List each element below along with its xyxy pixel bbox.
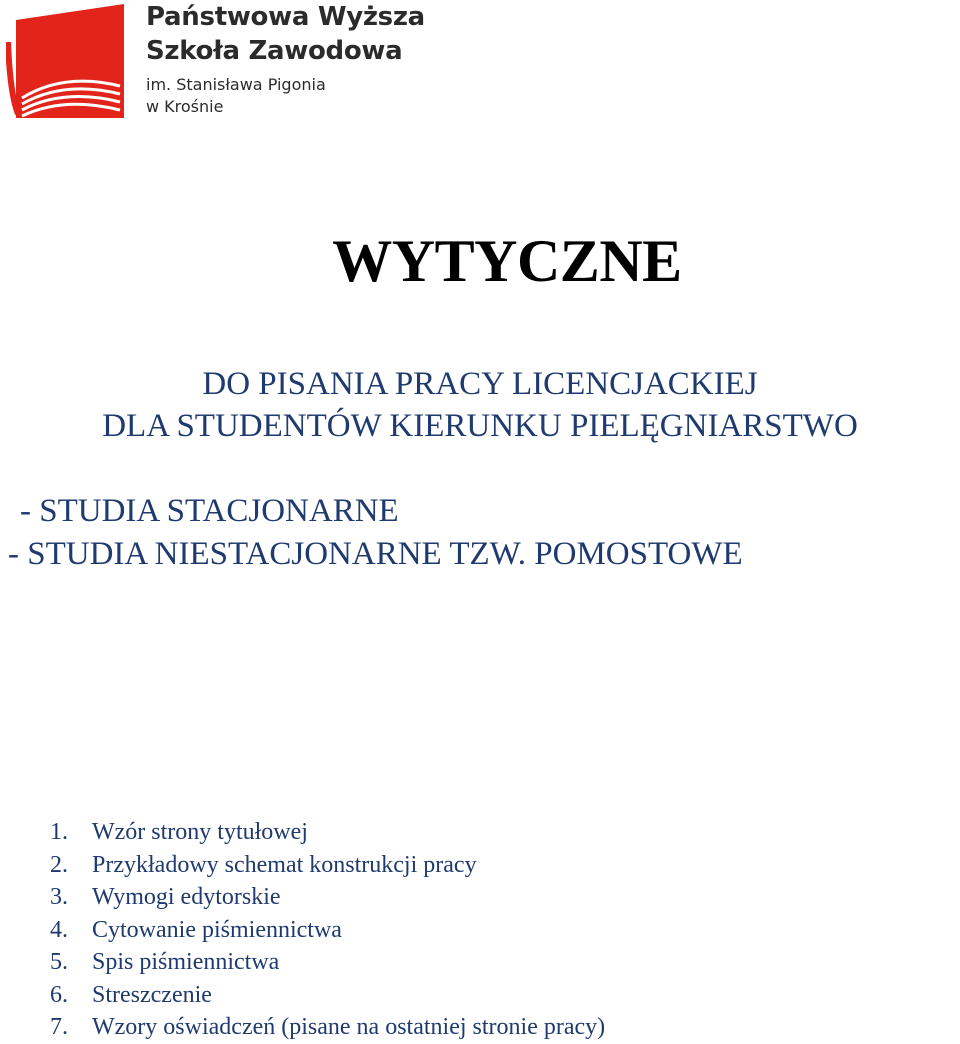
document-subtitle-line-1: DO PISANIA PRACY LICENCJACKIEJ <box>202 366 758 402</box>
contents-item-number: 3. <box>50 884 68 910</box>
contents-item-text: Cytowanie piśmiennictwa <box>92 916 342 943</box>
contents-item <box>50 1011 605 1044</box>
contents-item-text: Wzory oświadczeń (pisane na ostatniej stronie pracy) <box>92 1014 606 1040</box>
institution-name-line-1: Państwowa Wyższa <box>146 2 425 32</box>
institution-name-line-2: Szkoła Zawodowa <box>146 36 403 66</box>
contents-item <box>50 914 605 947</box>
study-mode-part-time: - STUDIA NIESTACJONARNE TZW. POMOSTOWE <box>8 536 743 572</box>
contents-item-text: Wymogi edytorskie <box>92 884 281 910</box>
contents-item-text: Przykładowy schemat konstrukcji pracy <box>92 851 477 878</box>
institution-header <box>6 0 476 125</box>
contents-item <box>50 816 605 849</box>
institution-logo-icon <box>6 2 130 120</box>
contents-item-number: 4. <box>50 916 68 943</box>
contents-item-number: 1. <box>50 819 68 845</box>
institution-patron-line: im. Stanisława Pigonia <box>146 75 326 94</box>
contents-item-text: Spis piśmiennictwa <box>92 949 280 975</box>
institution-name-block <box>146 0 425 118</box>
document-title: WYTYCZNE <box>332 228 682 294</box>
contents-item-number: 7. <box>50 1014 68 1040</box>
contents-item-text: Streszczenie <box>92 981 212 1008</box>
contents-item <box>50 946 605 979</box>
contents-item-number: 5. <box>50 949 68 975</box>
contents-item-number: 2. <box>50 851 68 878</box>
study-mode-full-time: - STUDIA STACJONARNE <box>20 493 399 529</box>
institution-city-line: w Krośnie <box>146 97 224 116</box>
contents-item-number: 6. <box>50 981 68 1008</box>
contents-item-text: Wzór strony tytułowej <box>92 819 308 845</box>
document-subtitle-line-2: DLA STUDENTÓW KIERUNKU PIELĘGNIARSTWO <box>102 408 858 444</box>
contents-item <box>50 979 605 1012</box>
contents-list <box>50 816 605 1044</box>
contents-item <box>50 881 605 914</box>
contents-item <box>50 849 605 882</box>
